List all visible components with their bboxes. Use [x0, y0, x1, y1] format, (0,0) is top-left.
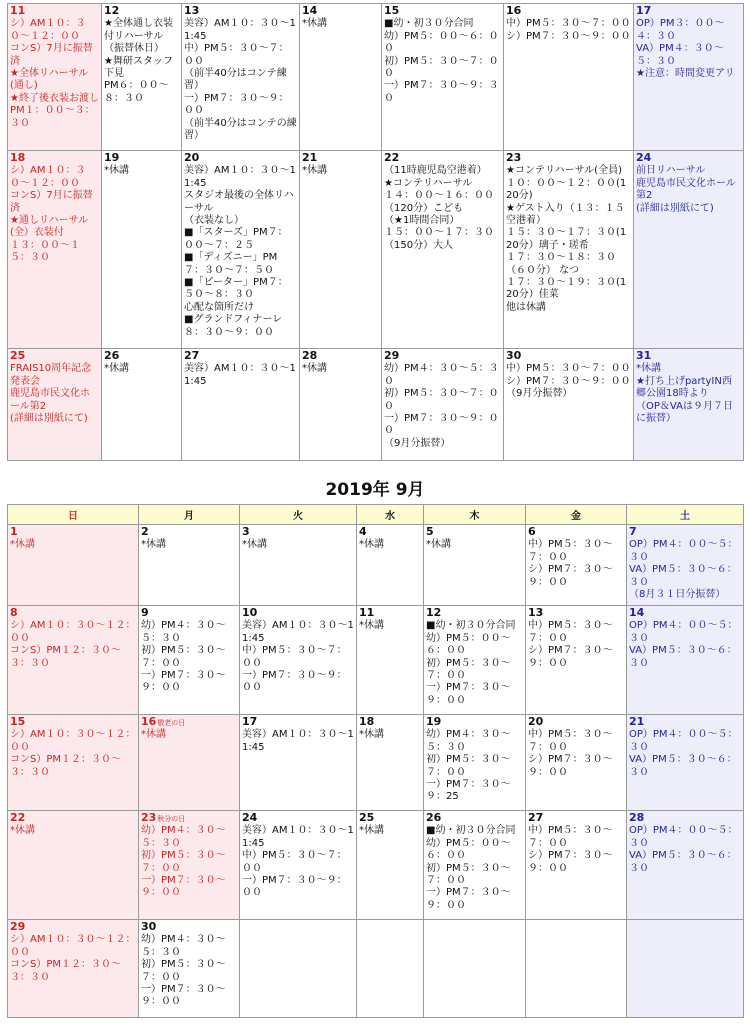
day-number: 17 [636, 4, 652, 17]
day-cell [139, 920, 240, 1018]
september-calendar [7, 504, 744, 1018]
schedule-text: ■幼・初３０分合同 幼）PM５：００〜６：００ 初）PM５：３０〜７：００ 一）PM７：３０〜９：００ [426, 825, 516, 911]
schedule-text: 幼）PM４：３０〜５：３０ 初）PM５：３０〜７：００ 一）PM７：３０〜９：００ （9月分振替） [384, 363, 499, 449]
day-cell [382, 151, 504, 349]
day-number: 27 [184, 349, 200, 362]
day-number: 18 [359, 715, 375, 728]
day-cell [627, 811, 744, 920]
weekday-mon: 月 [139, 505, 240, 525]
day-number: 24 [636, 151, 652, 164]
day-cell [300, 151, 382, 349]
schedule-text: ★コンテリハーサル(全員) １０：００〜１２：００(120分) ★ゲスト入り（１３：１５空港着） １５：３０〜１７：３０(120分）璃子・瑳希 １７：３０〜１８：３０（６０分） なつ １７：３０〜１９：３０(120分）佳菜 他は休講 [506, 165, 627, 313]
day-cell [240, 525, 357, 606]
schedule-text: シ）AM１０：３０〜１２：００ コンS）7月に振替済 ★通しリハーサル(全）衣装付 １３：００〜１５：３０ [10, 165, 93, 264]
schedule-text: 美容）AM１０：３０〜11:45 中）PM５：３０〜７：００ （前半40分はコンテ練習） 一）PM７：３０〜９：００ （前半40分はコンテの練習） [184, 18, 297, 142]
day-number: 23 [141, 811, 157, 824]
day-cell [139, 715, 240, 811]
day-number: 30 [141, 920, 157, 933]
day-number: 13 [184, 4, 200, 17]
schedule-text: 美容）AM１０：３０〜11:45 [242, 729, 354, 753]
day-number: 16 [506, 4, 522, 17]
schedule-text: 中）PM５：３０〜７：００ シ）PM７：３０〜９：００ [528, 539, 613, 588]
schedule-text: （11時鹿児島空港着） ★コンテリハーサル １４：００〜１６：００（120分）こども （★1時間合同） １５：００〜１７：３０（150分）大人 [384, 165, 494, 251]
day-cell [102, 4, 182, 151]
week-row [8, 525, 744, 606]
day-cell [8, 811, 139, 920]
schedule-text: 美容）AM１０：３０〜11:45 中）PM５：３０〜７：００ 一）PM７：３０〜９：００ [242, 825, 354, 899]
schedule-text: *休講 [242, 539, 267, 551]
day-number: 28 [302, 349, 318, 362]
week-row [8, 606, 744, 715]
day-number: 3 [242, 525, 250, 538]
day-cell [240, 715, 357, 811]
day-cell [8, 920, 139, 1018]
day-number: 27 [528, 811, 544, 824]
day-cell [8, 151, 102, 349]
weekday-wed: 水 [357, 505, 424, 525]
schedule-text: OP）PM４：００〜５：３０ VA）PM５：３０〜６：３０ [629, 825, 738, 874]
schedule-text: シ）AM１０：３０〜１２：００ コンS）PM１２：３０〜３：３０ [10, 934, 136, 983]
day-number: 8 [10, 606, 18, 619]
schedule-text: *休講 [302, 18, 327, 30]
schedule-text: OP）PM４：００〜５：３０ VA）PM５：３０〜６：３０ [629, 620, 738, 669]
day-number: 13 [528, 606, 544, 619]
day-cell [424, 525, 526, 606]
day-cell [357, 606, 424, 715]
day-number: 5 [426, 525, 434, 538]
schedule-text: 美容）AM１０：３０〜11:45 スタジオ最後の全体リハーサル （衣装なし） ■「スターズ」PM７：００〜７：２５ ■「ディズニー」PM７：３０〜７：５０ ■「ピーター」PM７：５０〜８：３０ 心配な箇所だけ ■グランドフィナーレ８：３０〜９：００ [184, 165, 296, 338]
day-cell [300, 349, 382, 461]
weekday-fri: 金 [526, 505, 627, 525]
schedule-text: *休講 [141, 729, 166, 741]
day-number: 12 [426, 606, 442, 619]
day-cell [627, 606, 744, 715]
day-number: 26 [426, 811, 442, 824]
schedule-text: *休講 [426, 539, 451, 551]
weekday-tue: 火 [240, 505, 357, 525]
schedule-text: OP）PM３：００〜４：３０ VA）PM４：３０〜５：３０ ★注意：時間変更アリ [636, 18, 735, 80]
day-cell [357, 811, 424, 920]
day-cell [634, 349, 744, 461]
day-number: 15 [384, 4, 400, 17]
day-number: 19 [104, 151, 120, 164]
day-number: 11 [10, 4, 26, 17]
day-number: 29 [10, 920, 26, 933]
day-cell [504, 349, 634, 461]
day-cell [634, 151, 744, 349]
weekday-header-row [8, 505, 744, 525]
day-cell [424, 606, 526, 715]
week-row [8, 811, 744, 920]
day-cell [139, 525, 240, 606]
week-row [8, 4, 744, 151]
day-cell [240, 920, 357, 1018]
schedule-text: シ）AM１０：３０〜１２：００ コンS）PM１２：３０〜３：３０ [10, 620, 136, 669]
day-cell [357, 715, 424, 811]
august-calendar [7, 3, 744, 461]
schedule-text: 幼）PM４：３０〜５：３０ 初）PM５：３０〜７：００ 一）PM７：３０〜９：００ [141, 825, 226, 899]
day-cell [8, 606, 139, 715]
day-number: 16 [141, 715, 157, 728]
weekday-sat: 土 [627, 505, 744, 525]
schedule-text: *休講 [10, 825, 35, 837]
schedule-text: *休講 [359, 539, 384, 551]
day-number: 15 [10, 715, 26, 728]
day-cell [424, 715, 526, 811]
day-number: 1 [10, 525, 18, 538]
month-title: 2019年 9月 [325, 480, 425, 500]
day-number: 22 [10, 811, 26, 824]
schedule-text: 幼）PM４：３０〜５：３０ 初）PM５：３０〜７：００ 一）PM７：３０〜９：００ [141, 934, 226, 1008]
week-row [8, 715, 744, 811]
day-cell [424, 811, 526, 920]
day-number: 19 [426, 715, 442, 728]
schedule-text: ■幼・初３０分合同 幼）PM５：００〜６：００ 初）PM５：３０〜７：００ 一）PM７：３０〜９：００ [426, 620, 516, 706]
holiday-label: 敬老の日 [157, 719, 186, 727]
schedule-text: ■幼・初３０分合同 幼）PM５：００〜６：００ 初）PM５：３０〜７：００ 一）PM７：３０〜９：３０ [384, 18, 499, 104]
day-cell [627, 525, 744, 606]
day-number: 23 [506, 151, 522, 164]
week-row [8, 920, 744, 1018]
day-cell [8, 4, 102, 151]
day-number: 9 [141, 606, 149, 619]
schedule-text: OP）PM４：００〜５：３０ VA）PM５：３０〜６：３０ （8月３１日分振替） [629, 539, 738, 601]
day-number: 18 [10, 151, 26, 164]
day-number: 22 [384, 151, 400, 164]
day-cell [240, 606, 357, 715]
schedule-text: 美容）AM１０：３０〜11:45 中）PM５：３０〜７：００ 一）PM７：３０〜９：００ [242, 620, 354, 694]
day-cell [240, 811, 357, 920]
day-number: 7 [629, 525, 637, 538]
schedule-text: 中）PM５：３０〜７：００ シ）PM７：３０〜９：００ [506, 18, 631, 42]
schedule-text: 中）PM５：３０〜７：００ シ）PM７：３０〜９：００ [528, 825, 613, 874]
day-number: 28 [629, 811, 645, 824]
schedule-text: ★全体通し衣装付リハーサル （振替休日） ★舞研スタッフ下見 PM６：００〜８：３０ [104, 18, 173, 104]
day-number: 20 [528, 715, 544, 728]
day-number: 30 [506, 349, 522, 362]
day-number: 26 [104, 349, 120, 362]
day-number: 24 [242, 811, 258, 824]
day-cell [526, 715, 627, 811]
day-cell [182, 349, 300, 461]
day-cell [526, 606, 627, 715]
day-number: 6 [528, 525, 536, 538]
day-number: 21 [629, 715, 645, 728]
day-cell [357, 920, 424, 1018]
schedule-text: *休講 [359, 620, 384, 632]
holiday-label: 秋分の日 [157, 815, 186, 823]
day-number: 29 [384, 349, 400, 362]
day-cell [8, 349, 102, 461]
schedule-text: 前日リハーサル 鹿児島市民文化ホール第2 (詳細は別紙にて) [636, 165, 736, 214]
schedule-text: *休講 [104, 363, 129, 375]
day-cell [504, 151, 634, 349]
schedule-text: 幼）PM４：３０〜５：３０ 初）PM５：３０〜７：００ 一）PM７：３０〜９：25 [426, 729, 511, 803]
day-cell [382, 4, 504, 151]
schedule-text: 中）PM５：３０〜７：００ シ）PM７：３０〜９：００ [528, 729, 613, 778]
day-cell [182, 151, 300, 349]
schedule-text: *休講 [10, 539, 35, 551]
day-cell [8, 715, 139, 811]
week-row [8, 349, 744, 461]
schedule-text: *休講 [359, 825, 384, 837]
day-cell [357, 525, 424, 606]
schedule-text: 中）PM５：３０〜７：００ シ）PM７：３０〜９：００ （9月分振替） [506, 363, 631, 400]
day-cell [382, 349, 504, 461]
day-cell [300, 4, 382, 151]
day-cell [139, 811, 240, 920]
day-number: 4 [359, 525, 367, 538]
day-number: 21 [302, 151, 318, 164]
day-cell [102, 349, 182, 461]
day-number: 2 [141, 525, 149, 538]
schedule-text: 中）PM５：３０〜７：００ シ）PM７：３０〜９：００ [528, 620, 613, 669]
day-cell [526, 811, 627, 920]
schedule-text: シ）AM１０：３０〜１２：００ コンS）PM１２：３０〜３：３０ [10, 729, 136, 778]
weekday-thu: 木 [424, 505, 526, 525]
day-cell [526, 525, 627, 606]
day-cell [526, 920, 627, 1018]
day-number: 17 [242, 715, 258, 728]
schedule-text: *休講 [302, 165, 327, 177]
day-number: 11 [359, 606, 375, 619]
day-number: 20 [184, 151, 200, 164]
schedule-text: OP）PM４：００〜５：３０ VA）PM５：３０〜６：３０ [629, 729, 738, 778]
schedule-text: FRAIS10周年記念発表会 鹿児島市民文化ホール第2 (詳細は別紙にて) [10, 363, 92, 425]
week-row [8, 151, 744, 349]
day-number: 14 [302, 4, 318, 17]
day-number: 25 [359, 811, 375, 824]
day-cell [627, 715, 744, 811]
schedule-text: *休講 [302, 363, 327, 375]
day-cell [504, 4, 634, 151]
day-number: 25 [10, 349, 26, 362]
day-cell [424, 920, 526, 1018]
day-cell [102, 151, 182, 349]
day-number: 14 [629, 606, 645, 619]
day-cell [8, 525, 139, 606]
day-number: 31 [636, 349, 652, 362]
schedule-text: シ）AM１０：３０〜１２：００ コンS）7月に振替済 ★全体リハーサル(通し) ★終了後衣装お渡し PM１：００〜３：３０ [10, 18, 99, 129]
day-cell [139, 606, 240, 715]
schedule-text: 幼）PM４：３０〜５：３０ 初）PM５：３０〜７：００ 一）PM７：３０〜９：００ [141, 620, 226, 694]
schedule-text: 美容）AM１０：３０〜11:45 [184, 363, 296, 387]
day-number: 12 [104, 4, 120, 17]
schedule-text: *休講 [141, 539, 166, 551]
day-number: 10 [242, 606, 258, 619]
day-cell [627, 920, 744, 1018]
weekday-sun: 日 [8, 505, 139, 525]
day-cell [182, 4, 300, 151]
schedule-text: *休講 [359, 729, 384, 741]
day-cell [634, 4, 744, 151]
schedule-text: *休講 ★打ち上げpartyIN西郷公園18時より （OP＆VAは９月７日に振替） [636, 363, 733, 425]
schedule-text: *休講 [104, 165, 129, 177]
